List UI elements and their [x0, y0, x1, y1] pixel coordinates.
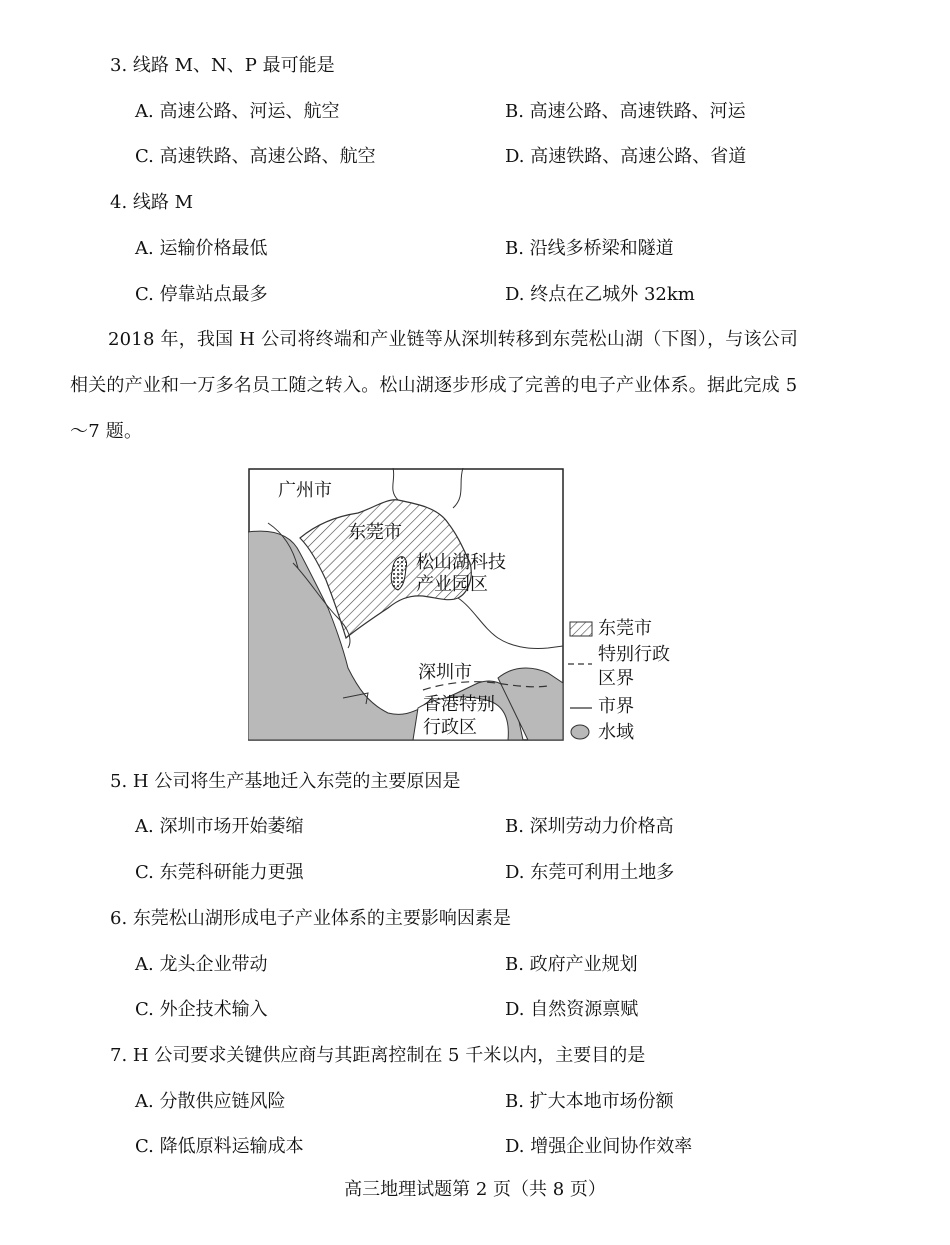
passage-line-3: ～7 题。 — [70, 421, 143, 442]
q4-stem: 4. 线路 M — [110, 192, 194, 213]
q4-option-b: B. 沿线多桥梁和隧道 — [505, 238, 674, 259]
q6-option-c: C. 外企技术输入 — [135, 999, 268, 1020]
passage-line-2: 相关的产业和一万多名员工随之转入。松山湖逐步形成了完善的电子产业体系。据此完成 5 — [70, 375, 798, 396]
q6-option-b: B. 政府产业规划 — [505, 954, 638, 975]
q6-option-d: D. 自然资源禀赋 — [505, 999, 639, 1020]
label-hk-line1: 香港特别 — [423, 694, 495, 715]
q5-option-c: C. 东莞科研能力更强 — [135, 862, 304, 883]
q3-option-b: B. 高速公路、高速铁路、河运 — [505, 101, 746, 122]
q4-option-a: A. 运输价格最低 — [135, 238, 268, 259]
legend-sar-line2: 区界 — [598, 668, 634, 689]
legend-water-swatch — [571, 725, 589, 739]
label-hk-line2: 行政区 — [423, 717, 477, 738]
q4-option-d: D. 终点在乙城外 32km — [505, 284, 695, 305]
map-drawing — [248, 468, 564, 741]
legend-hatch-swatch — [570, 622, 592, 636]
label-park-line2: 产业园区 — [416, 574, 488, 595]
q3-option-a: A. 高速公路、河运、航空 — [135, 101, 340, 122]
legend-sar-line1: 特别行政 — [598, 644, 670, 665]
label-dongguan: 东莞市 — [348, 522, 402, 543]
q7-option-d: D. 增强企业间协作效率 — [505, 1136, 693, 1157]
page-footer: 高三地理试题第 2 页（共 8 页） — [344, 1179, 606, 1200]
passage-line-1: 2018 年，我国 H 公司将终端和产业链等从深圳转移到东莞松山湖（下图），与该公司 — [108, 329, 799, 350]
q3-stem: 3. 线路 M、N、P 最可能是 — [110, 55, 335, 76]
legend-dongguan: 东莞市 — [598, 618, 652, 639]
region-map — [248, 468, 564, 741]
label-shenzhen: 深圳市 — [418, 662, 472, 683]
map-legend — [568, 614, 688, 746]
q5-option-b: B. 深圳劳动力价格高 — [505, 816, 674, 837]
q6-option-a: A. 龙头企业带动 — [135, 954, 268, 975]
q7-option-c: C. 降低原料运输成本 — [135, 1136, 304, 1157]
q7-option-a: A. 分散供应链风险 — [135, 1091, 286, 1112]
q7-option-b: B. 扩大本地市场份额 — [505, 1091, 674, 1112]
q3-option-c: C. 高速铁路、高速公路、航空 — [135, 146, 376, 167]
q5-option-a: A. 深圳市场开始萎缩 — [135, 816, 304, 837]
q7-stem: 7. H 公司要求关键供应商与其距离控制在 5 千米以内，主要目的是 — [110, 1045, 646, 1066]
q3-option-d: D. 高速铁路、高速公路、省道 — [505, 146, 747, 167]
label-guangzhou: 广州市 — [278, 480, 332, 501]
q4-option-c: C. 停靠站点最多 — [135, 284, 268, 305]
label-park-line1: 松山湖科技 — [416, 552, 506, 573]
q6-stem: 6. 东莞松山湖形成电子产业体系的主要影响因素是 — [110, 908, 511, 929]
q5-stem: 5. H 公司将生产基地迁入东莞的主要原因是 — [110, 771, 461, 792]
legend-city-border: 市界 — [598, 696, 634, 717]
q5-option-d: D. 东莞可利用土地多 — [505, 862, 675, 883]
legend-water: 水域 — [598, 722, 634, 743]
